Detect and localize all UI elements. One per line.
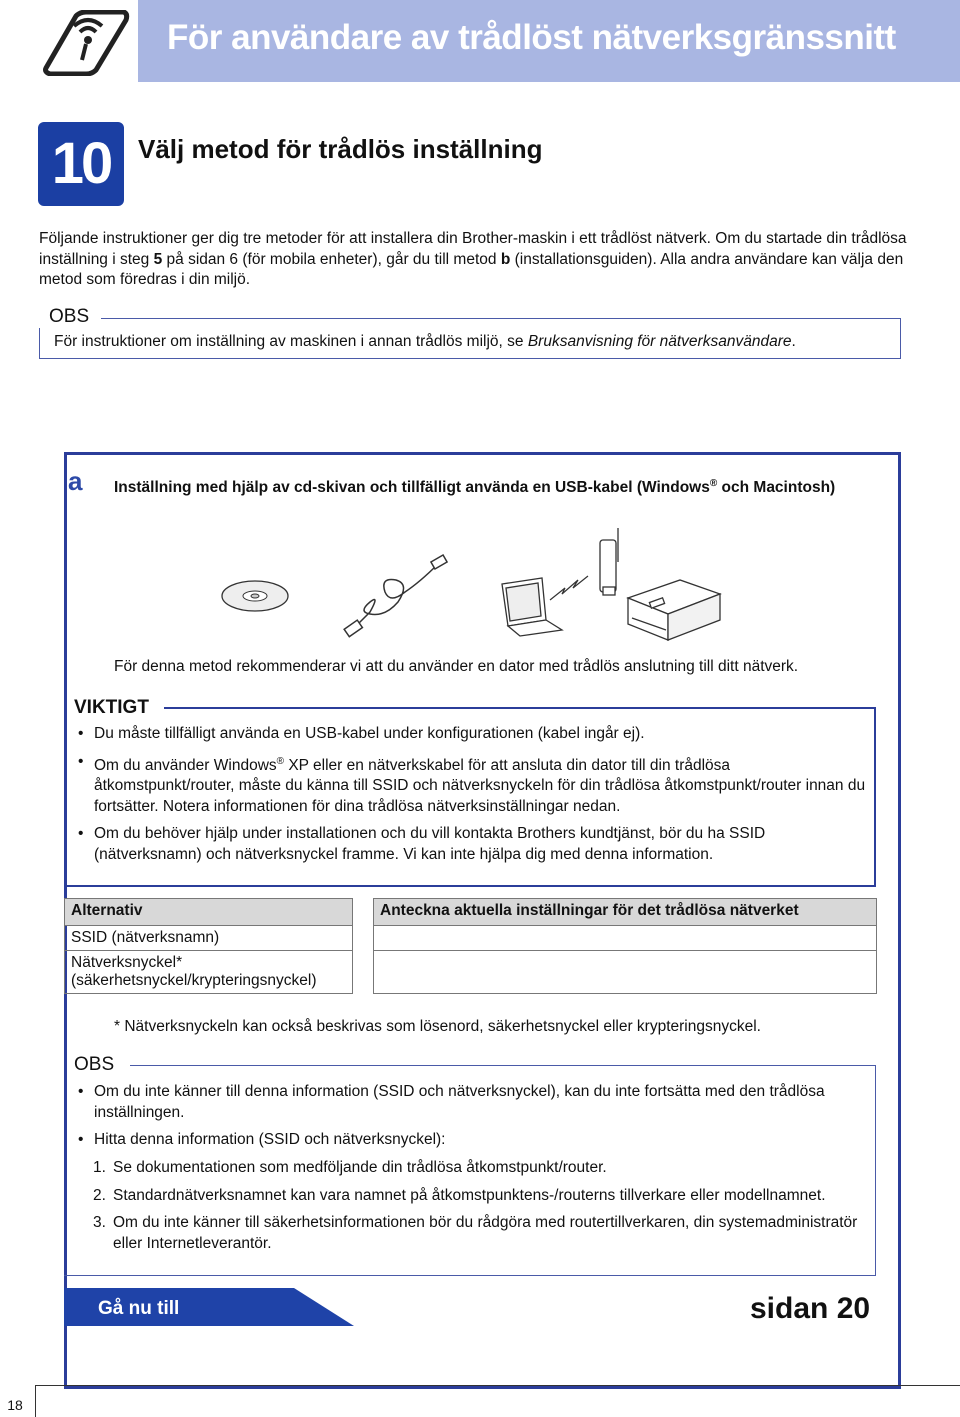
list-item: • Hitta denna information (SSID och nätverksnyckel): [78, 1130, 868, 1151]
goto-label: Gå nu till [98, 1298, 180, 1319]
footnote: * Nätverksnyckeln kan också beskrivas som lösenord, säkerhetsnyckel eller krypteringsnyckel. [114, 1018, 761, 1035]
list-item: 1. Se dokumentationen som medföljande din trådlösa åtkomstpunkt/router. [93, 1159, 607, 1176]
laptop-icon [502, 578, 562, 636]
settings-table [64, 898, 877, 994]
note-text: För instruktioner om inställning av maskinen i annan trådlös miljö, se Bruksanvisning för nätverksanvändare. [54, 333, 796, 350]
page-header-title: För användare av trådlöst nätverksgränssnitt [167, 18, 896, 57]
usb-cable-icon [344, 555, 447, 637]
step-reference: 5 [153, 250, 163, 268]
list-item: 3. Om du inte känner till säkerhetsinformationen bör du rådgöra med routertillverkaren, din systemadministratör eller Internetleverantör. [93, 1214, 858, 1252]
list-item: • Om du använder Windows® XP eller en nätverkskabel för att ansluta din dator till din trådlösa åtkomstpunkt/router, måste du känna till SSID och nätverksnyckeln för din trådlösa åtkomstpunkt/router innan du fortsätter. Notera informationen för dina trådlösa nätverksinställningar nedan. [78, 752, 868, 818]
wireless-logo-icon [36, 10, 132, 76]
table-row [65, 926, 877, 951]
note-label: OBS [74, 1054, 115, 1075]
method-letter: a [68, 466, 83, 496]
footer-side-divider [35, 1385, 36, 1417]
cd-disc-icon [222, 581, 288, 611]
intro-paragraph: Följande instruktioner ger dig tre metoder för att installera din Brother-maskin i ett trådlöst nätverk. Om du startade din trådlösa inställning i steg 5 på sidan 6 (för mobila enheter), går du till metod b (installationsguiden). Alla andra användare kan välja den metod som föredras i din miljö. [39, 230, 907, 288]
method-title: Inställning med hjälp av cd-skivan och tillfälligt använda en USB-kabel (Windows® och Macintosh) [114, 478, 836, 497]
table-cell-network-key-value[interactable] [374, 951, 877, 994]
table-header-row [65, 899, 877, 926]
list-item: • Om du behöver hjälp under installationen och du vill kontakta Brothers kundtjänst, bör du ha SSID (nätverksnamn) och nätverksnyckel framme. Vi kan inte hjälpa dig med denna information. [78, 824, 868, 865]
table-cell-network-key: Nätverksnyckel* (säkerhetsnyckel/krypteringsnyckel) [65, 951, 353, 994]
list-item: 2. Standardnätverksnamnet kan vara namnet på åtkomstpunktens-/routerns tillverkare eller modellnamnet. [93, 1186, 826, 1204]
setup-illustration [220, 522, 730, 652]
router-icon [600, 528, 618, 595]
goto-page-link[interactable]: sidan 20 [750, 1292, 871, 1325]
manual-reference: Bruksanvisning för nätverksanvändare [527, 333, 792, 350]
method-reference: b [500, 250, 511, 268]
list-item: • Du måste tillfälligt använda en USB-kabel under konfigurationen (kabel ingår ej). [78, 724, 868, 745]
step-title: Välj metod för trådlös inställning [138, 134, 543, 164]
printer-icon [628, 580, 720, 640]
table-header-notes: Anteckna aktuella inställningar för det trådlösa nätverket [374, 899, 877, 926]
note-list [78, 1082, 868, 1158]
table-cell-ssid: SSID (nätverksnamn) [65, 926, 353, 951]
list-item: • Om du inte känner till denna information (SSID och nätverksnyckel), kan du inte fortsätta med den trådlösa inställningen. [78, 1082, 868, 1123]
footer-divider [35, 1385, 960, 1386]
numbered-list [93, 1158, 863, 1261]
step-number-badge: 10 [38, 122, 124, 206]
important-label: VIKTIGT [74, 697, 149, 718]
wireless-signal-icon [550, 576, 588, 600]
table-cell-ssid-value[interactable] [374, 926, 877, 951]
recommendation-text: För denna metod rekommenderar vi att du använder en dator med trådlös anslutning till ditt nätverk. [114, 658, 799, 675]
important-list [78, 724, 868, 872]
table-row [65, 951, 877, 994]
table-header-option: Alternativ [65, 899, 353, 926]
note-label: OBS [49, 306, 90, 327]
page-number: 18 [7, 1397, 23, 1413]
